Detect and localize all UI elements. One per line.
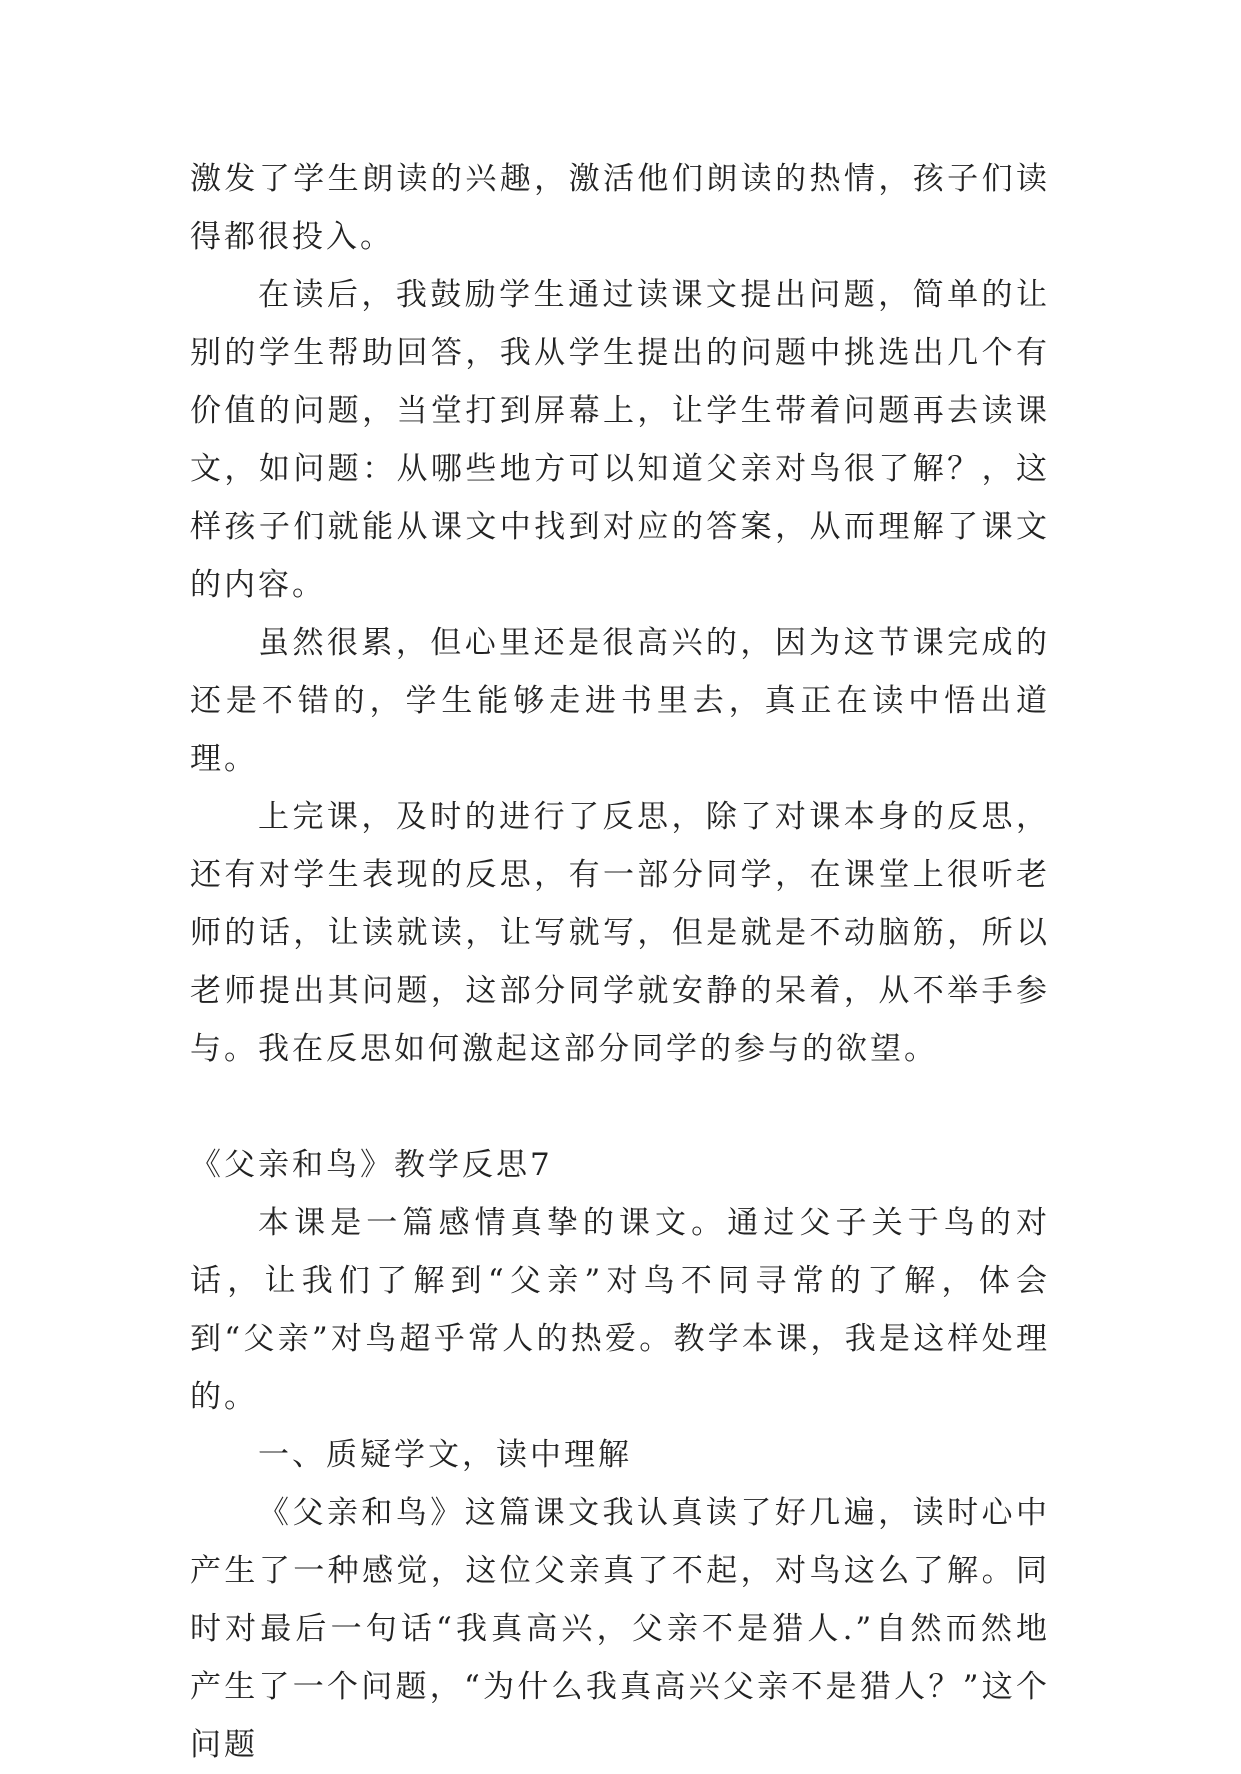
paragraph-questions: 在读后，我鼓励学生通过读课文提出问题，简单的让别的学生帮助回答，我从学生提出的问题中挑选出几个有价值的问题，当堂打到屏幕上，让学生带着问题再去读课文，如问题：从哪些地方可以知道父亲对鸟很了解？，这样孩子们就能从课文中找到对应的答案，从而理解了课文的内容。: [190, 277, 1050, 603]
section-subheading: 一、质疑学文，读中理解: [258, 1437, 632, 1473]
document-body: [190, 150, 1050, 1774]
paragraph-reflection: 上完课，及时的进行了反思，除了对课本身的反思，还有对学生表现的反思，有一部分同学，在课堂上很听老师的话，让读就读，让写就写，但是就是不动脑筋，所以老师提出其问题，这部分同学就安静的呆着，从不举手参与。我在反思如何激起这部分同学的参与的欲望。: [190, 799, 1050, 1067]
section-paragraph-reading: 《父亲和鸟》这篇课文我认真读了好几遍，读时心中产生了一种感觉，这位父亲真了不起，对鸟这么了解。同时对最后一句话“我真高兴，父亲不是猎人.”自然而然地产生了一个问题，“为什么我真高兴父亲不是猎人？”这个问题: [190, 1495, 1050, 1763]
section-title: 《父亲和鸟》教学反思7: [190, 1147, 553, 1183]
paragraph-feeling: 虽然很累，但心里还是很高兴的，因为这节课完成的还是不错的，学生能够走进书里去，真正在读中悟出道理。: [190, 625, 1050, 777]
section-paragraph-intro: 本课是一篇感情真挚的课文。通过父子关于鸟的对话，让我们了解到“父亲”对鸟不同寻常的了解，体会到“父亲”对鸟超乎常人的热爱。教学本课，我是这样处理的。: [190, 1205, 1050, 1415]
paragraph-continued: 激发了学生朗读的兴趣，激活他们朗读的热情，孩子们读得都很投入。: [190, 161, 1050, 255]
